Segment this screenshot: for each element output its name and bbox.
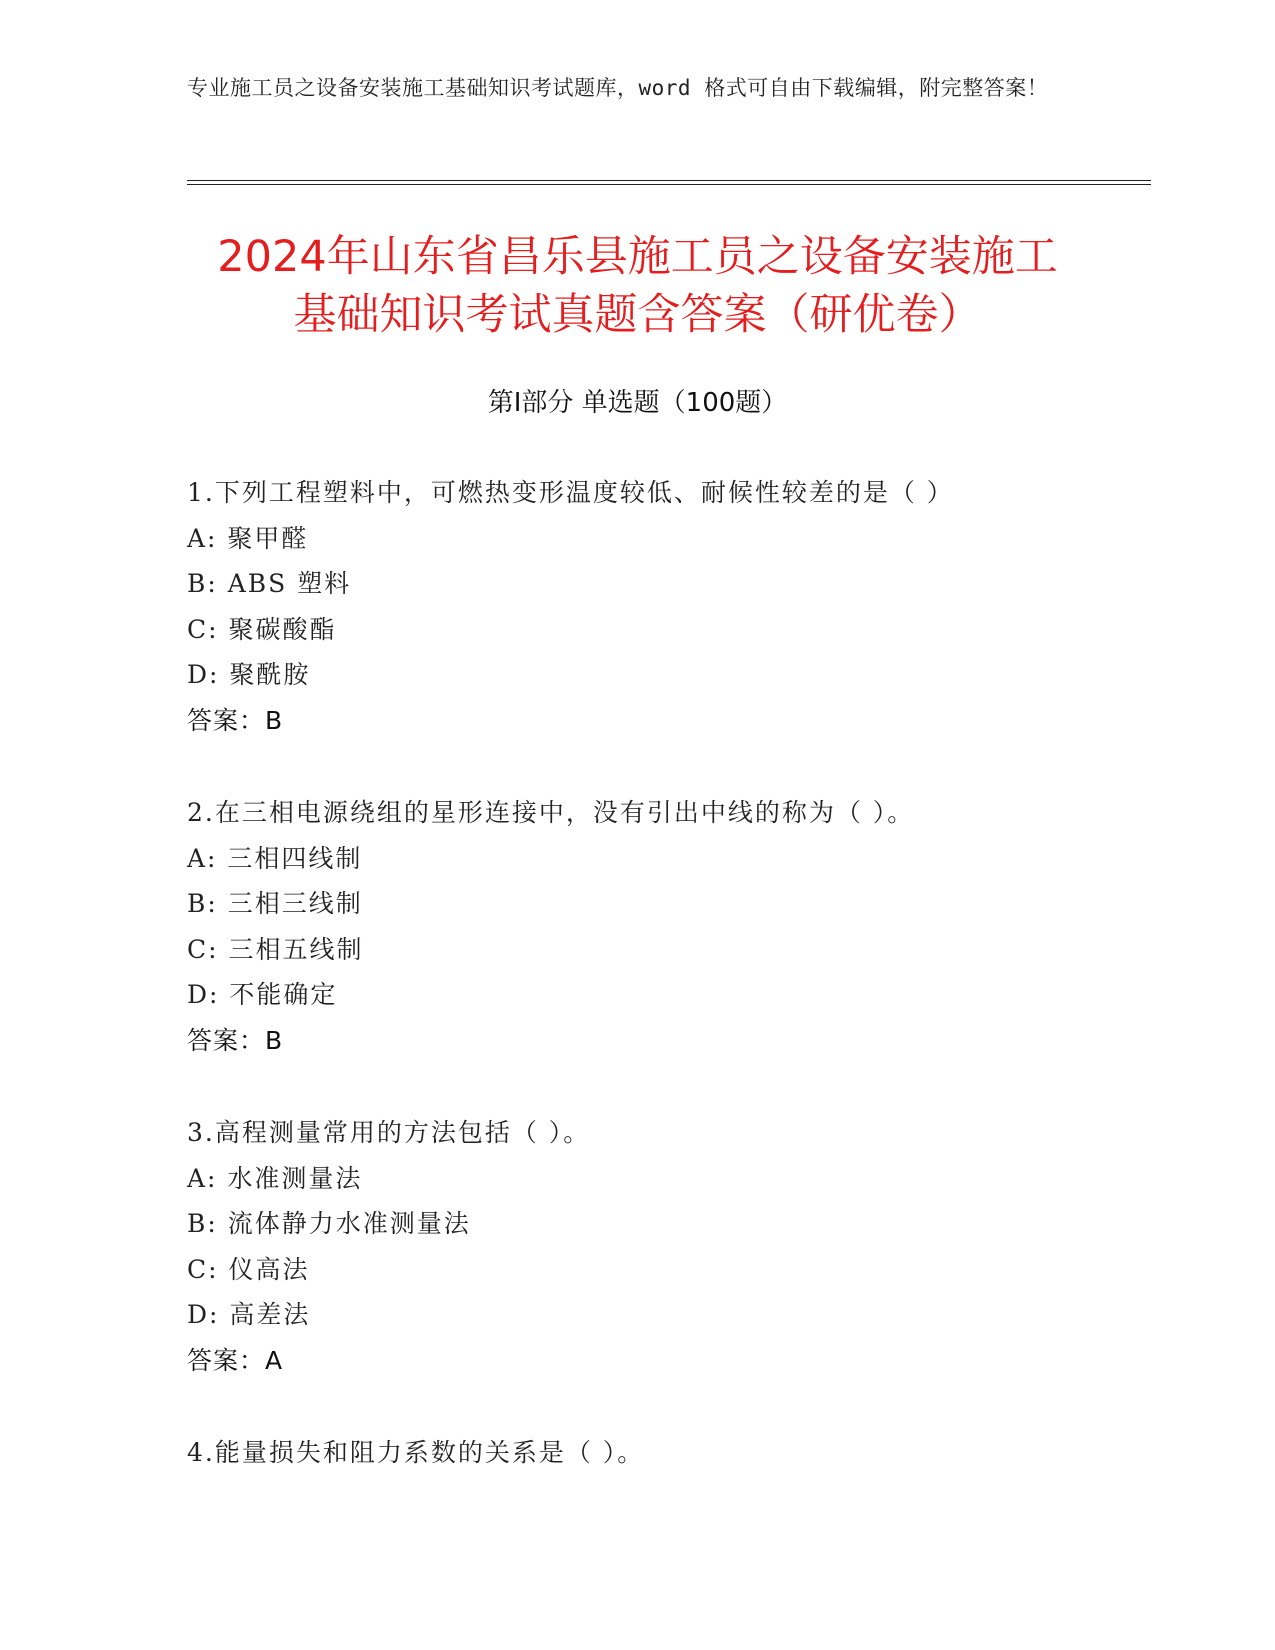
question-3 xyxy=(187,1110,1147,1383)
title-line-1: 2024年山东省昌乐县施工员之设备安装施工 xyxy=(217,232,1058,282)
option-a: A: 水准测量法 xyxy=(187,1163,363,1193)
option-c: C: 仪高法 xyxy=(187,1254,310,1284)
question-2 xyxy=(187,790,1147,1063)
answer: 答案：B xyxy=(187,705,284,735)
question-stem: 4.能量损失和阻力系数的关系是（ ）。 xyxy=(187,1438,645,1467)
option-c: C: 聚碳酸酯 xyxy=(187,614,337,644)
question-4 xyxy=(187,1430,1147,1476)
question-stem: 3.高程测量常用的方法包括（ ）。 xyxy=(187,1118,591,1147)
option-d: D: 不能确定 xyxy=(187,980,338,1009)
question-stem: 1.下列工程塑料中，可燃热变形温度较低、耐候性较差的是（ ） xyxy=(187,478,954,507)
header-rule-top xyxy=(187,180,1151,181)
header-note: 专业施工员之设备安装施工基础知识考试题库，word 格式可自由下载编辑，附完整答案！ xyxy=(187,76,1049,100)
option-b: B: 三相三线制 xyxy=(187,889,363,918)
option-d: D: 聚酰胺 xyxy=(187,660,311,689)
header-rule-bottom xyxy=(187,184,1151,185)
option-a: A: 聚甲醛 xyxy=(187,523,309,553)
answer: 答案：A xyxy=(187,1345,284,1375)
option-b: B: ABS 塑料 xyxy=(187,569,352,598)
question-stem: 2.在三相电源绕组的星形连接中，没有引出中线的称为（ ）。 xyxy=(187,798,915,827)
document-title xyxy=(150,228,1125,344)
option-b: B: 流体静力水准测量法 xyxy=(187,1209,471,1238)
question-1 xyxy=(187,470,1147,743)
option-d: D: 高差法 xyxy=(187,1300,311,1329)
section-heading: 第Ⅰ部分 单选题（100题） xyxy=(487,388,788,418)
answer: 答案：B xyxy=(187,1025,284,1055)
option-c: C: 三相五线制 xyxy=(187,934,364,964)
option-a: A: 三相四线制 xyxy=(187,843,363,873)
title-line-2: 基础知识考试真题含答案（研优卷） xyxy=(293,290,982,340)
